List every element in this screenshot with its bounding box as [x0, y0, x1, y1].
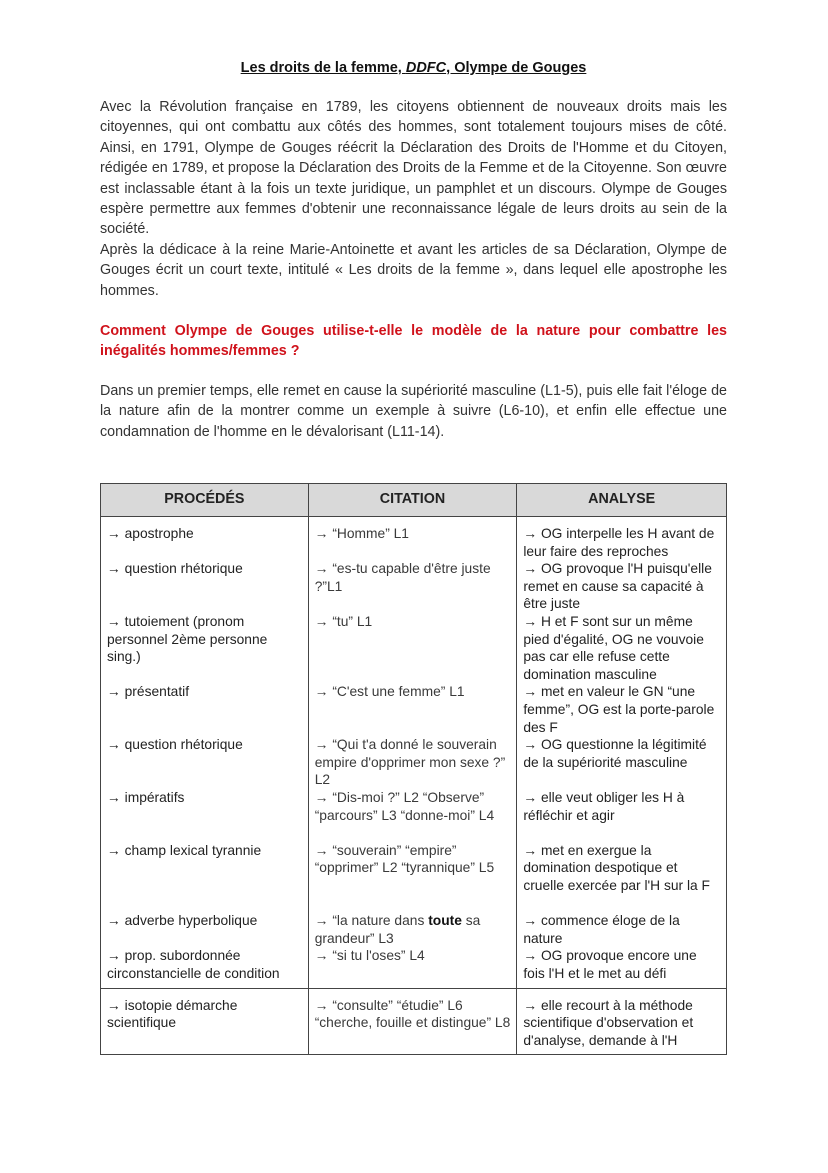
analyses-item: → commence éloge de la nature	[523, 913, 680, 946]
analyses-item: → elle recourt à la méthode scientifique d'observation et d'analyse, demande à l'H	[523, 997, 694, 1048]
citation-cell	[308, 988, 517, 1055]
analyses-item: → elle veut obliger les H à réfléchir et agir	[523, 789, 685, 823]
citations-item: → “C'est une femme” L1	[314, 684, 465, 700]
title-text: Les droits de la femme,	[240, 60, 406, 76]
procedes-item: → prop. subordonnée circonstancielle de condition	[107, 948, 280, 981]
header-citation: CITATION	[308, 484, 517, 517]
table-header-row	[101, 484, 727, 517]
analyses-item: → OG provoque l'H puisqu'elle remet en cause sa capacité à être juste	[523, 561, 712, 612]
citation-text: sa grandeur” L3	[314, 913, 481, 946]
plan-paragraph: Dans un premier temps, elle remet en cause la supériorité masculine (L1-5), puis elle fait l'éloge de la nature afin de la montrer comme un exemple à suivre (L6-10), et enfin elle effectue une condamnation de l'homme en le dévalorisant (L11-14).	[100, 383, 727, 440]
procedes-item: → question rhétorique	[107, 737, 243, 753]
table-row	[101, 517, 727, 989]
analysis-table	[100, 483, 727, 1055]
procedes-item: → isotopie démarche scientifique	[107, 997, 238, 1031]
citation-bold-word: toute	[428, 913, 462, 929]
analyse-cell	[517, 517, 727, 989]
document-title	[100, 60, 727, 76]
header-procedes: PROCÉDÉS	[101, 484, 309, 517]
citations-item: → “es-tu capable d'être juste ?”L1	[314, 561, 491, 594]
procedes-item: → champ lexical tyrannie	[107, 842, 262, 858]
problematique: Comment Olympe de Gouges utilise-t-elle le modèle de la nature pour combattre les inégalités hommes/femmes ?	[100, 323, 727, 360]
procedes-item: → présentatif	[107, 684, 190, 700]
analyse-cell	[517, 988, 727, 1055]
procedes-item: → apostrophe	[107, 526, 194, 541]
procedes-cell	[101, 517, 309, 989]
citations-item: → “si tu l'oses” L4	[314, 948, 425, 964]
analyses-item: → OG provoque encore une fois l'H et le met au défi	[523, 948, 697, 981]
analyses-item: → met en exergue la domination despotique et cruelle exercée par l'H sur la F	[523, 842, 710, 893]
citations-item: → “consulte” “étudie” L6 “cherche, fouille et distingue” L8	[314, 997, 511, 1031]
citations-item: → “souverain” “empire” “opprimer” L2 “tyrannique” L5	[314, 842, 495, 876]
procedes-cell	[101, 988, 309, 1055]
analyses-item: → OG questionne la légitimité de la supériorité masculine	[523, 737, 707, 770]
procedes-item: → tutoiement (pronom personnel 2ème personne sing.)	[107, 613, 268, 665]
title-italic-acronym: DDFC	[405, 60, 447, 76]
header-analyse: ANALYSE	[517, 484, 727, 517]
citations-item: → “tu” L1	[314, 613, 373, 629]
citations-item: → “Dis-moi ?” L2 “Observe” “parcours” L3 “donne-moi” L4	[314, 789, 495, 823]
citations-item: → “Qui t'a donné le souverain empire d'opprimer mon sexe ?” L2	[314, 737, 506, 788]
title-text-end: , Olympe de Gouges	[446, 60, 587, 76]
procedes-item: → question rhétorique	[107, 561, 243, 577]
intro-paragraph-2: Après la dédicace à la reine Marie-Antoinette et avant les articles de sa Déclaration, Olympe de Gouges écrit un court texte, intitulé « Les droits de la femme », dans lequel elle apostrophe les hommes.	[100, 242, 727, 299]
procedes-item: → impératifs	[107, 789, 185, 805]
analyses-item: → OG interpelle les H avant de leur faire des reproches	[523, 526, 715, 559]
procedes-item: → adverbe hyperbolique	[107, 913, 258, 929]
citation-text: → “la nature dans	[314, 913, 429, 929]
citations-item: → “Homme” L1	[314, 526, 409, 541]
citation-cell	[308, 517, 517, 989]
analyses-item: → H et F sont sur un même pied d'égalité, OG ne vouvoie pas car elle refuse cette domination masculine	[523, 613, 704, 682]
citations-item	[315, 912, 511, 947]
analyses-item: → met en valeur le GN “une femme”, OG est la porte-parole des F	[523, 684, 715, 735]
table-row	[101, 988, 727, 1055]
intro-paragraph-1: Avec la Révolution française en 1789, les citoyens obtiennent de nouveaux droits mais les citoyennes, qui ont combattu aux côtés des hommes, sont totalement toujours mises de côté. Ainsi, en 1791, Olympe de Gouges réécrit la Déclaration des Droits de l'Homme et du Citoyen, rédigée en 1789, et propose la Déclaration des Droits de la Femme et de la Citoyenne. Son œuvre est inclassable étant à la fois un texte juridique, un pamphlet et un discours. Olympe de Gouges espère permettre aux femmes d'obtenir une reconnaissance légale de leurs droits au sein de la société.	[100, 99, 727, 238]
